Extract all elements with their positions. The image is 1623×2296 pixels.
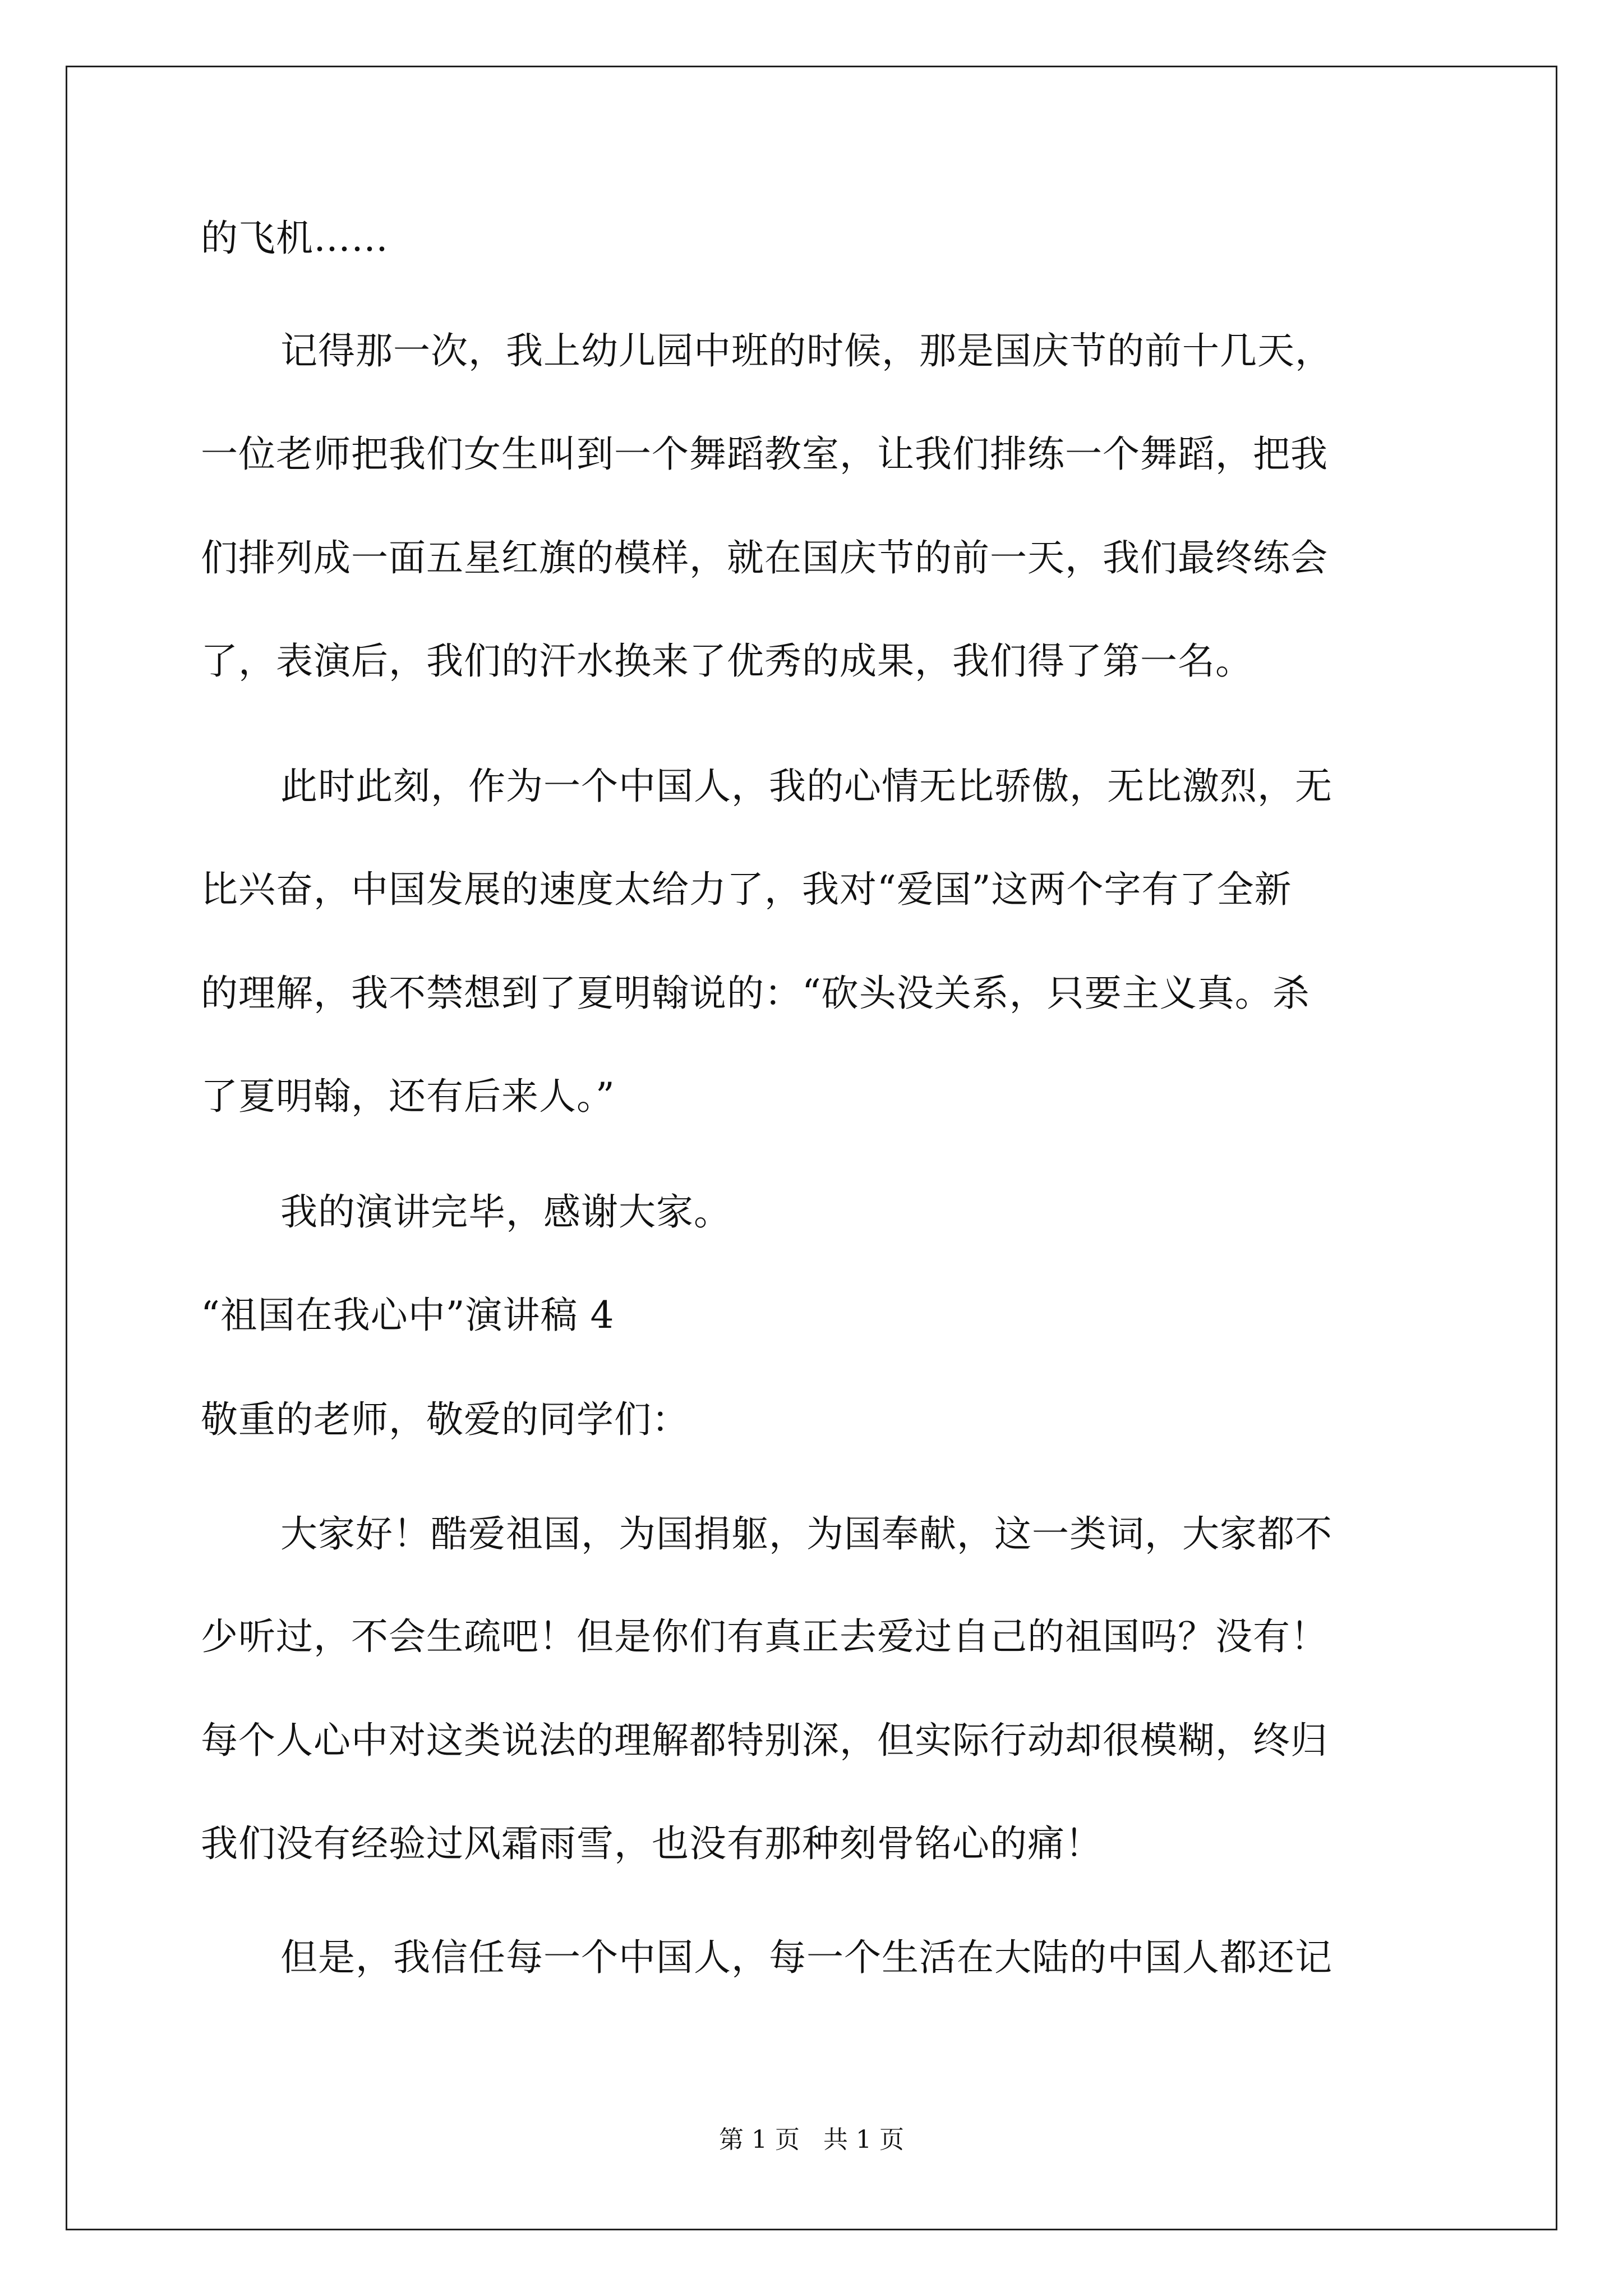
- text-line: 了，表演后，我们的汗水换来了优秀的成果，我们得了第一名。: [201, 639, 1253, 683]
- text-line: 们排列成一面五星红旗的模样，就在国庆节的前一天，我们最终练会: [201, 536, 1328, 579]
- page-footer: 第 1 页 共 1 页: [719, 2125, 904, 2154]
- text-line: 大家好！酷爱祖国，为国捐躯，为国奉献，这一类词，大家都不: [280, 1512, 1332, 1556]
- text-line: 少听过，不会生疏吧！但是你们有真正去爱过自己的祖国吗？没有！: [201, 1615, 1328, 1658]
- text-line: 此时此刻，作为一个中国人，我的心情无比骄傲，无比激烈，无: [280, 765, 1332, 808]
- text-line: 的理解，我不禁想到了夏明翰说的：“砍头没关系，只要主义真。杀: [201, 972, 1310, 1015]
- text-line: 的飞机……: [201, 217, 389, 260]
- text-line: 一位老师把我们女生叫到一个舞蹈教室，让我们排练一个舞蹈，把我: [201, 432, 1328, 476]
- page-border: [66, 66, 1557, 2230]
- text-line: 比兴奋，中国发展的速度太给力了，我对“爱国”这两个字有了全新: [201, 868, 1292, 911]
- text-line: 记得那一次，我上幼儿园中班的时候，那是国庆节的前十几天，: [280, 329, 1332, 372]
- section-heading: “祖国在我心中”演讲稿 4: [201, 1294, 615, 1337]
- text-line: 了夏明翰，还有后来人。”: [201, 1075, 615, 1118]
- text-line: 但是，我信任每一个中国人，每一个生活在大陆的中国人都还记: [280, 1936, 1332, 1979]
- salutation: 敬重的老师，敬爱的同学们：: [201, 1398, 689, 1441]
- text-line: 我的演讲完毕，感谢大家。: [280, 1190, 731, 1234]
- text-line: 我们没有经验过风霜雨雪，也没有那种刻骨铭心的痛！: [201, 1822, 1103, 1865]
- text-line: 每个人心中对这类说法的理解都特别深，但实际行动却很模糊，终归: [201, 1719, 1328, 1762]
